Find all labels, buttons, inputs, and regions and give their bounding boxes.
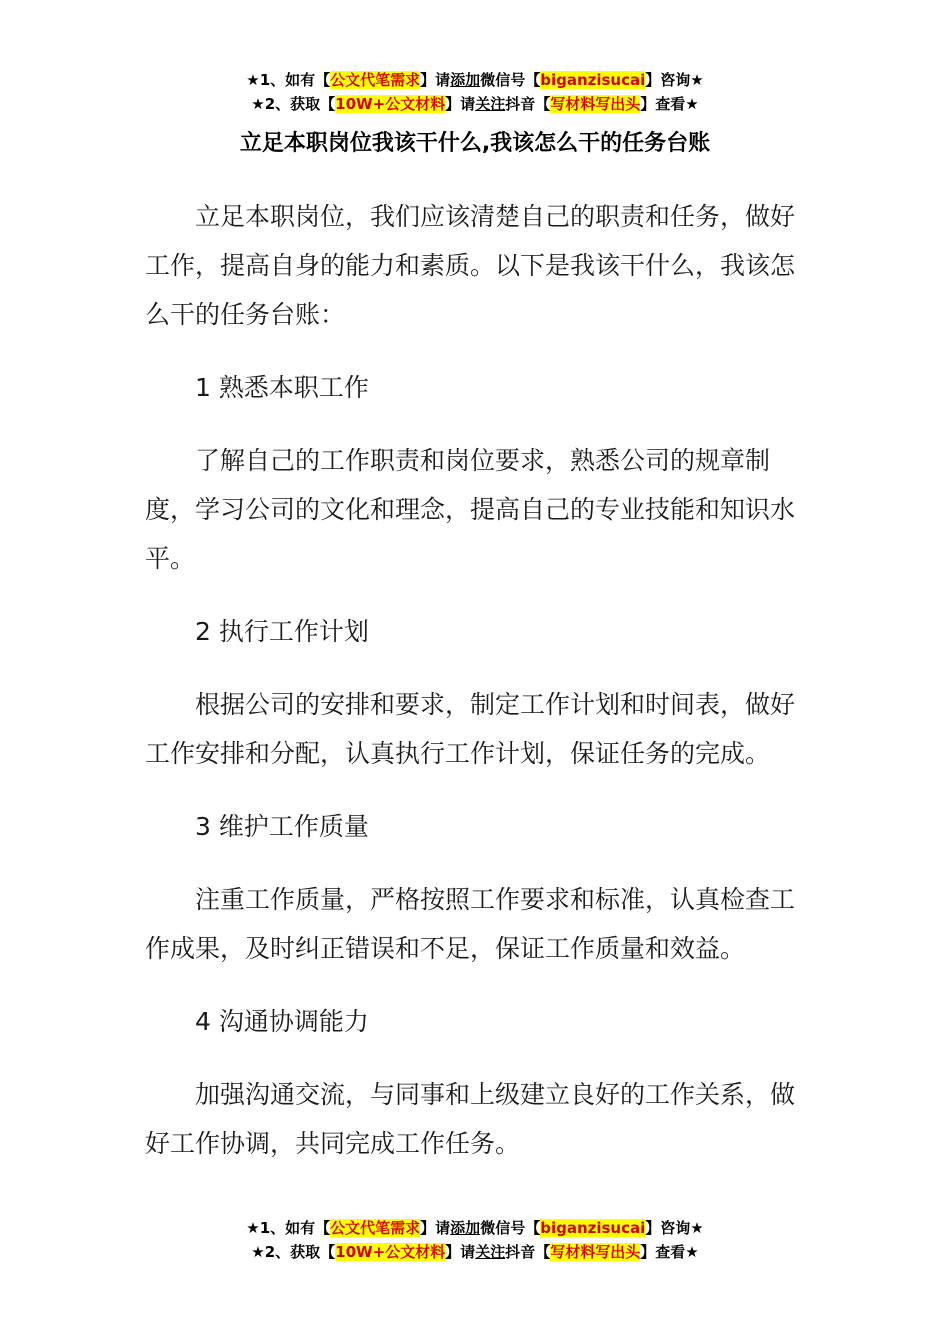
banner-text: 】咨询 — [645, 1219, 691, 1237]
star-icon: ★ — [685, 95, 699, 113]
banner-line-2 — [0, 92, 950, 116]
highlight-wechat-id: biganzisucai — [540, 1219, 646, 1237]
banner-text: 微信号【 — [480, 1219, 541, 1237]
banner-text: 2、获取【 — [264, 1243, 336, 1261]
star-icon: ★ — [685, 1243, 699, 1261]
section-heading: 2 执行工作计划 — [195, 617, 369, 646]
star-icon: ★ — [251, 1243, 265, 1261]
banner-line-1 — [0, 1216, 950, 1240]
footer-banner — [0, 1216, 950, 1264]
banner-text: 】查看 — [640, 1243, 686, 1261]
highlight-service: 公文代笔需求 — [330, 71, 421, 89]
document-title: 立足本职岗位我该干什么,我该怎么干的任务台账 — [239, 131, 711, 156]
underlined-add: 添加 — [450, 1219, 481, 1237]
banner-text: 】请 — [420, 1219, 451, 1237]
highlight-wechat-id: biganzisucai — [540, 71, 646, 89]
section-heading: 3 维护工作质量 — [195, 812, 369, 841]
highlight-douyin: 写材料写出头 — [550, 95, 641, 113]
highlight-service: 公文代笔需求 — [330, 1219, 421, 1237]
section-paragraph: 注重工作质量，严格按照工作要求和标准，认真检查工作成果，及时纠正错误和不足，保证工作质量和效益。 — [145, 885, 796, 963]
banner-text: 】请 — [445, 1243, 476, 1261]
section-heading: 4 沟通协调能力 — [195, 1007, 369, 1036]
section-paragraph: 加强沟通交流，与同事和上级建立良好的工作关系，做好工作协调，共同完成工作任务。 — [145, 1080, 796, 1158]
banner-text: 】咨询 — [645, 71, 691, 89]
highlight-materials: 10W+公文材料 — [335, 95, 446, 113]
highlight-douyin: 写材料写出头 — [550, 1243, 641, 1261]
banner-text: 】请 — [420, 71, 451, 89]
intro-paragraph: 立足本职岗位，我们应该清楚自己的职责和任务，做好工作，提高自身的能力和素质。以下是我该干什么，我该怎么干的任务台账： — [145, 202, 796, 329]
underlined-follow: 关注 — [475, 1243, 506, 1261]
banner-text: 】请 — [445, 95, 476, 113]
banner-text: 微信号【 — [480, 71, 541, 89]
banner-line-2 — [0, 1240, 950, 1264]
underlined-follow: 关注 — [475, 95, 506, 113]
banner-text: 】查看 — [640, 95, 686, 113]
star-icon: ★ — [246, 71, 260, 89]
section-paragraph: 根据公司的安排和要求，制定工作计划和时间表，做好工作安排和分配，认真执行工作计划，保证任务的完成。 — [145, 690, 796, 768]
header-banner — [0, 68, 950, 116]
star-icon: ★ — [690, 1219, 704, 1237]
underlined-add: 添加 — [450, 71, 481, 89]
star-icon: ★ — [251, 95, 265, 113]
banner-text: 2、获取【 — [264, 95, 336, 113]
banner-text: 1、如有【 — [259, 1219, 331, 1237]
star-icon: ★ — [246, 1219, 260, 1237]
banner-line-1 — [0, 68, 950, 92]
section-paragraph: 了解自己的工作职责和岗位要求，熟悉公司的规章制度，学习公司的文化和理念，提高自己的专业技能和知识水平。 — [145, 446, 796, 573]
highlight-materials: 10W+公文材料 — [335, 1243, 446, 1261]
banner-text: 抖音【 — [505, 1243, 551, 1261]
banner-text: 1、如有【 — [259, 71, 331, 89]
document-body — [145, 192, 810, 1192]
section-heading: 1 熟悉本职工作 — [195, 373, 369, 402]
banner-text: 抖音【 — [505, 95, 551, 113]
star-icon: ★ — [690, 71, 704, 89]
